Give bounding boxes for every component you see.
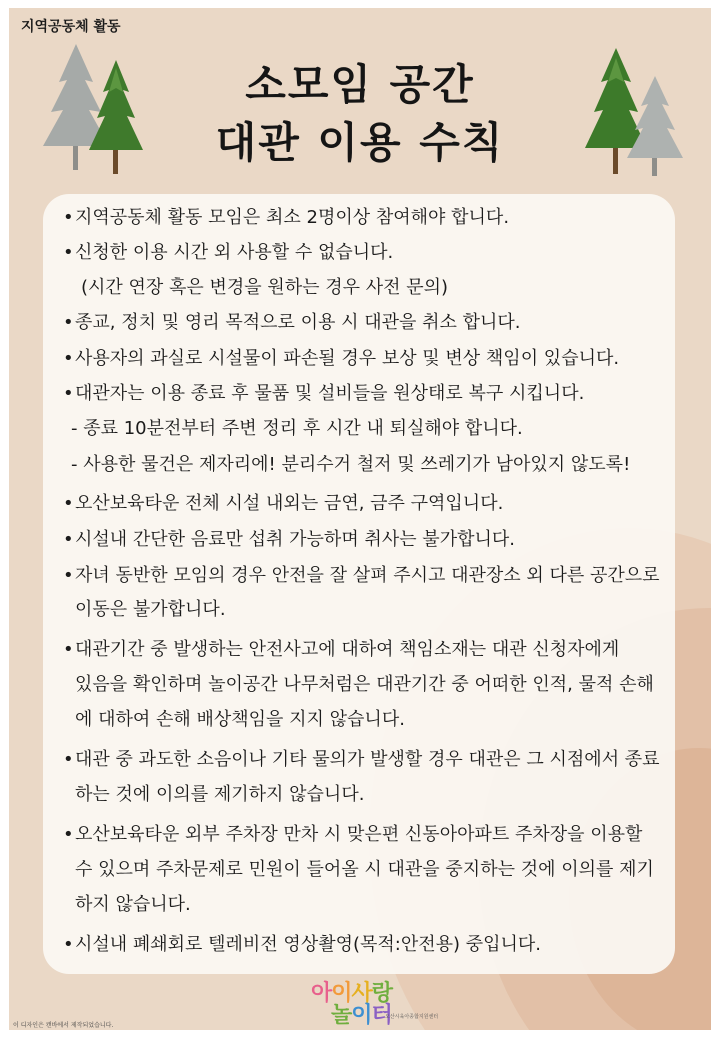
rule-item: • 종교, 정치 및 영리 목적으로 이용 시 대관을 취소 합니다. bbox=[75, 311, 520, 335]
rule-continuation: 하지 않습니다. bbox=[75, 894, 191, 915]
logo-letter: 이 bbox=[351, 1003, 372, 1028]
rule-item: • 시설내 폐쇄회로 텔레비전 영상촬영(목적:안전용) 중입니다. bbox=[75, 933, 541, 957]
rule-continuation: 이동은 불가합니다. bbox=[75, 599, 226, 620]
logo-letter: 랑 bbox=[371, 981, 393, 1006]
page-title-line1: 소모임 공간 bbox=[245, 60, 475, 109]
logo-text-line2 bbox=[331, 998, 392, 1029]
logo-subtitle: 오산시육아종합지원센터 bbox=[385, 1014, 439, 1020]
rule-note: (시간 연장 혹은 변경을 원하는 경우 사전 문의) bbox=[81, 277, 449, 298]
logo-letter: 사 bbox=[351, 981, 372, 1006]
rule-item: • 자녀 동반한 모임의 경우 안전을 잘 살펴 주시고 대관장소 외 다른 공간으로 bbox=[75, 564, 660, 588]
rule-item: • 대관자는 이용 종료 후 물품 및 설비들을 원상태로 복구 시킵니다. bbox=[75, 382, 584, 406]
logo-letter: 아 bbox=[311, 981, 332, 1006]
rule-item: • 지역공동체 활동 모임은 최소 2명이상 참여해야 합니다. bbox=[75, 206, 509, 230]
rule-item: • 사용자의 과실로 시설물이 파손될 경우 보상 및 변상 책임이 있습니다. bbox=[75, 347, 619, 371]
rule-subitem: - 사용한 물건은 제자리에! 분리수거 철저 및 쓰레기가 남아있지 않도록! bbox=[71, 454, 631, 475]
rule-subitem: - 종료 10분전부터 주변 정리 후 시간 내 퇴실해야 합니다. bbox=[71, 418, 523, 439]
rule-item: • 신청한 이용 시간 외 사용할 수 없습니다. bbox=[75, 241, 393, 265]
brand-logo bbox=[309, 976, 439, 1028]
rule-continuation: 수 있으며 주차문제로 민원이 들어올 시 대관을 중지하는 것에 이의를 제기 bbox=[75, 859, 654, 880]
logo-letter: 이 bbox=[331, 981, 352, 1006]
rule-item: • 대관 중 과도한 소음이나 기타 물의가 발생할 경우 대관은 그 시점에서 종료 bbox=[75, 748, 660, 772]
category-tag: 지역공동체 활동 bbox=[21, 19, 121, 35]
poster bbox=[9, 8, 711, 1030]
rule-item: • 오산보육타운 전체 시설 내외는 금연, 금주 구역입니다. bbox=[75, 492, 503, 516]
design-credit: 이 디자인은 캔바에서 제작되었습니다. bbox=[13, 1022, 114, 1029]
page-title-line2: 대관 이용 수칙 bbox=[215, 118, 505, 167]
rules-card bbox=[43, 194, 675, 974]
rule-continuation: 있음을 확인하며 놀이공간 나무처럼은 대관기간 중 어떠한 인적, 물적 손해 bbox=[75, 674, 654, 695]
rule-continuation: 하는 것에 이의를 제기하지 않습니다. bbox=[75, 784, 365, 805]
rule-item: • 대관기간 중 발생하는 안전사고에 대하여 책임소재는 대관 신청자에게 bbox=[75, 638, 619, 662]
rule-continuation: 에 대하여 손해 배상책임을 지지 않습니다. bbox=[75, 709, 405, 730]
logo-letter: 놀 bbox=[331, 1003, 352, 1028]
rule-item: • 시설내 간단한 음료만 섭취 가능하며 취사는 불가합니다. bbox=[75, 528, 515, 552]
rule-item: • 오산보육타운 외부 주차장 만차 시 맞은편 신동아아파트 주차장을 이용할 bbox=[75, 823, 642, 847]
logo-letter: 터 bbox=[371, 1003, 392, 1028]
